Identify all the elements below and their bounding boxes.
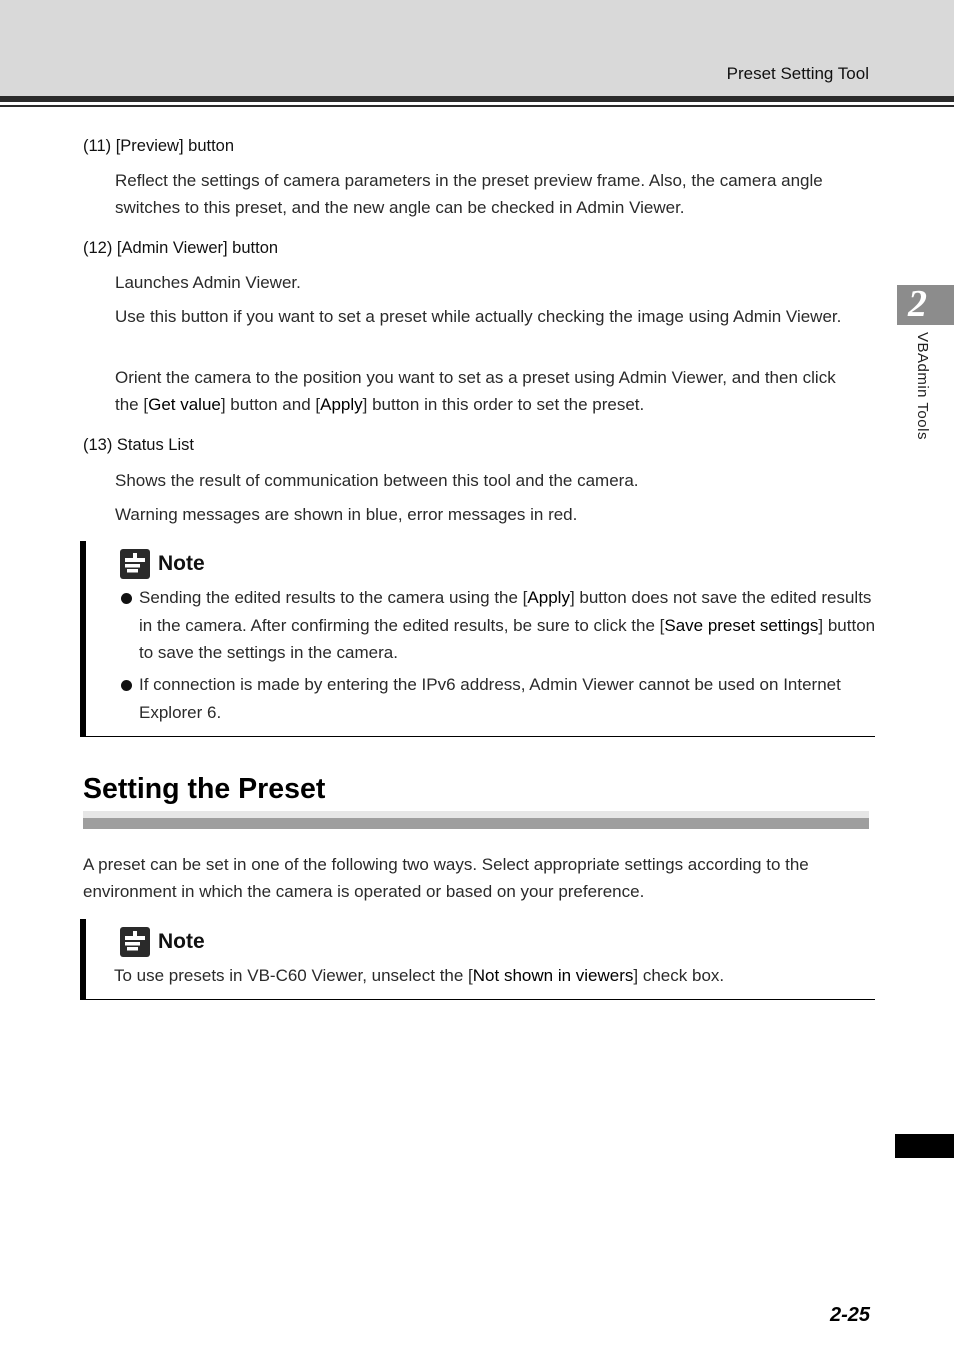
header-rule-thin [0,105,954,107]
note-bullet-2: If connection is made by entering the IPv6 address, Admin Viewer cannot be used on Internet Explorer 6. [120,671,884,726]
item-text-admin-viewer-1: Launches Admin Viewer. [115,273,301,292]
item-text-status-list-2: Warning messages are shown in blue, error messages in red. [115,505,578,524]
save-preset-settings-ref: Save preset settings [664,615,819,635]
note-label-2: Note [158,930,205,953]
get-value-ref: Get value [148,395,221,414]
item-text-preview: Reflect the settings of camera parameters in the preset preview frame. Also, the camera angle switches to this preset, and the new angle can be checked in Admin Viewer. [115,171,823,217]
item-heading-preview: (11) [Preview] button [83,137,235,155]
page-number: 2-25 [829,1304,870,1326]
note-title-2 [120,927,205,957]
item-text-status-list-1: Shows the result of communication between this tool and the camera. [115,471,639,490]
item-heading-status-list: (13) Status List [83,436,194,454]
note-box-2 [80,919,875,1000]
note-box-1 [80,541,875,737]
header-rule-thick [0,96,954,102]
chapter-number: 2 [908,283,927,325]
item-heading-admin-viewer: (12) [Admin Viewer] button [83,239,279,257]
section-title: Setting the Preset [83,773,326,805]
section-underline-light [83,811,869,818]
apply-ref-note: Apply [527,588,570,607]
chapter-side-label: VBAdmin Tools [914,332,931,440]
item-text-admin-viewer-3: Orient the camera to the position you want to set as a preset using Admin Viewer, and then click the [Get value] button and [Apply] button in this order to set the preset. [115,368,836,414]
note-hand-icon [120,549,150,579]
note-bullet-1: Sending the edited results to the camera using the [Apply] button does not save the edited results in the camera. After confirming the edited results, be sure to click the [Save preset settings] button to save the settings in the camera. [120,584,884,667]
note-label-1: Note [158,552,205,575]
apply-ref: Apply [320,395,363,414]
item-text-admin-viewer-2: Use this button if you want to set a preset while actually checking the image using Admin Viewer. [115,307,842,326]
running-header-title: Preset Setting Tool [726,64,869,83]
note-hand-icon [120,927,150,957]
section-underline [83,818,869,829]
note-text-2: To use presets in VB-C60 Viewer, unselect the [Not shown in viewers] check box. [114,966,725,985]
note-title-1 [120,549,205,579]
thumb-index-marker [895,1134,954,1158]
not-shown-in-viewers-ref: Not shown in viewers [472,966,634,985]
section-intro: A preset can be set in one of the following two ways. Select appropriate settings according to the environment in which the camera is operated or based on your preference. [83,855,809,901]
